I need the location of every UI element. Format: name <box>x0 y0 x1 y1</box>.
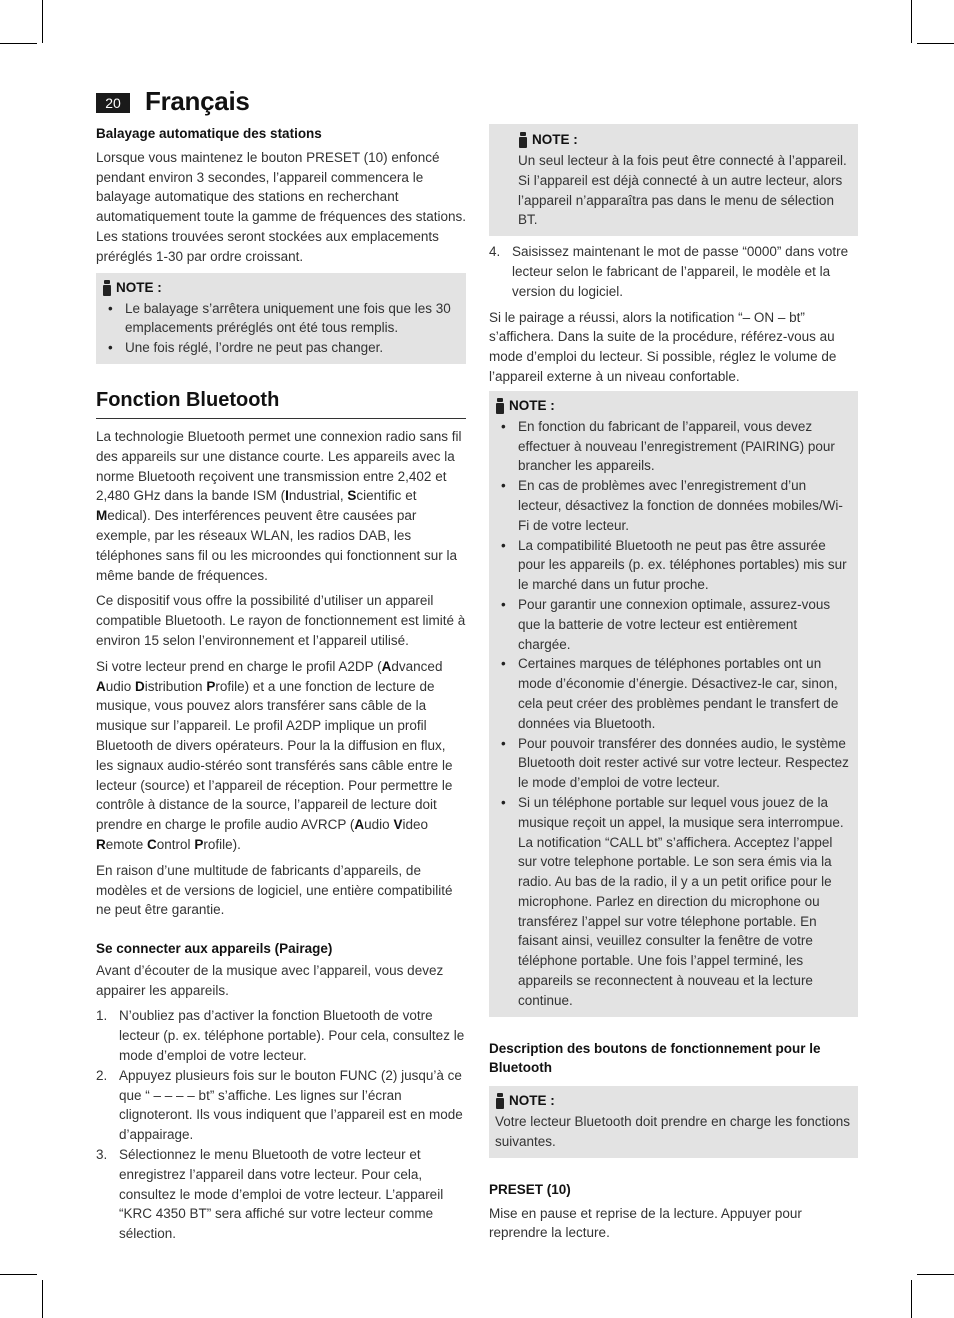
list-item: • Pour garantir une connexion optimale, assurez-vous que la batterie de votre lecteur est entièrement chargée. <box>495 595 852 654</box>
crop-mark <box>0 43 37 44</box>
list-item: • Une fois réglé, l’ordre ne peut pas changer. <box>102 338 460 358</box>
scan-title: Balayage automatique des stations <box>96 126 322 141</box>
list-item: • Pour pouvoir transférer des données audio, le système Bluetooth doit rester activé sur votre lecteur. Respectez le mode d’emploi de votre lecteur. <box>495 734 852 793</box>
preset-title: PRESET (10) <box>489 1181 571 1197</box>
note-label: NOTE : <box>509 1093 555 1109</box>
note-list <box>102 299 460 358</box>
crop-mark <box>911 0 912 43</box>
bt-paragraph: En raison d’une multitude de fabricants d’appareils, de modèles et de versions de logiciel, une entière compatibilité ne peut être garantie. <box>96 862 453 918</box>
list-item: 4. Saisissez maintenant le mot de passe “0000” dans votre lecteur selon le fabricant de l’appareil, le modèle et la version du logiciel. <box>489 244 849 299</box>
note-label: NOTE : <box>509 397 555 413</box>
pairing-steps-cont <box>489 242 858 301</box>
note-label: NOTE : <box>116 279 162 295</box>
list-item: • La compatibilité Bluetooth ne peut pas être assurée pour les appareils (p. ex. téléphones portables) mis sur le marché dans un futur proche. <box>495 536 852 595</box>
note-box <box>96 273 466 364</box>
crop-mark <box>0 1274 37 1275</box>
left-column <box>96 124 466 1244</box>
note-header <box>495 1092 852 1110</box>
pairing-steps <box>96 1006 466 1244</box>
list-item: 3. Sélectionnez le menu Bluetooth de votre lecteur et enregistrez l’appareil dans votre lecteur. Pour cela, consultez le mode d’emploi de votre lecteur. L’appareil “KRC 4350 BT” sera affiché sur votre lecteur comme sélection. <box>96 1147 444 1242</box>
bt-paragraph: Si votre lecteur prend en charge le profil A2DP (Advanced Audio Distribution Profile) et a une fonction de lecture de musique, vous pouvez alors transférer sans câble de la musique sur l’appareil. Le profil A2DP implique un profil Bluetooth de divers opérateurs. Pour la la diffusion en flux, les signaux audio-stéréo sont transférés sans câble entre le lecteur (source) et l’appareil de réception. Pour permettre le contrôle à distance de la source, l’appareil de lecture doit prendre en charge le profile audio AVRCP (Audio Video Remote Control Profile). <box>96 658 453 852</box>
list-item: • Le balayage s’arrêtera uniquement une fois que les 30 emplacements préréglés ont été tous remplis. <box>102 299 460 339</box>
list-item: • En fonction du fabricant de l’appareil, vous devez effectuer à nouveau l’enregistrement (PAIRING) pour brancher les appareils. <box>495 417 852 476</box>
crop-mark <box>917 43 954 44</box>
page-number: 20 <box>96 93 130 113</box>
pairing-title: Se connecter aux appareils (Pairage) <box>96 941 333 957</box>
section-heading: Fonction Bluetooth <box>96 388 466 419</box>
note-box <box>489 391 858 1017</box>
pairing-intro: Avant d’écouter de la musique avec l’appareil, vous devez appairer les appareils. <box>96 962 444 998</box>
list-item: 1. N’oubliez pas d’activer la fonction Bluetooth de votre lecteur (p. ex. téléphone portable). Pour cela, consultez le mode d’emploi de votre lecteur. <box>96 1008 465 1064</box>
info-icon <box>102 280 112 296</box>
note-box <box>489 124 858 236</box>
note-header <box>102 279 460 297</box>
note-box <box>489 1086 858 1158</box>
info-icon <box>518 132 528 148</box>
scan-text: Lorsque vous maintenez le bouton PRESET (10) enfoncé pendant environ 3 secondes, l’appareil commencera le balayage automatique des stations en recherchant automatiquement toute la gamme de fréquences des stations. Les stations trouvées seront stockées aux emplacements préréglés 1-30 par ordre croissant. <box>96 149 466 264</box>
bt-paragraph: Ce dispositif vous offre la possibilité d’utiliser un appareil compatible Bluetooth. Le rayon de fonctionnement est limité à environ 15 selon l’environnement et l’appareil utilisé. <box>96 593 466 648</box>
success-text: Si le pairage a réussi, alors la notification “– ON – bt” s’affichera. Dans la suite de la procédure, référez-vous au mode d’emploi du lecteur. Si possible, réglez le volume de l’appareil externe à un niveau confortable. <box>489 309 837 384</box>
buttons-title: Description des boutons de fonctionnement pour le Bluetooth <box>489 1040 821 1076</box>
note-list <box>495 417 852 1011</box>
bt-paragraph: La technologie Bluetooth permet une connexion radio sans fil des appareils sur une distance courte. Les appareils avec la norme Bluetooth reçoivent une transmission entre 2,402 et 2,480 GHz dans la bande ISM (Industrial, Scientific et Medical). Des interférences peuvent être causées par exemple, par les réseaux WLAN, les radios DAB, les téléphones sans fil ou les microondes qui fonctionnent sur la même bande de fréquences. <box>96 428 462 583</box>
right-column <box>489 124 858 1243</box>
info-icon <box>495 398 505 414</box>
crop-mark <box>917 1274 954 1275</box>
list-item: • Si un téléphone portable sur lequel vous jouez de la musique reçoit un appel, la musique sera interrompue. La notification “CALL bt” s’affichera. Acceptez l’appel sur votre telephone portable. Le son sera émis via la radio. Au bas de la radio, il y a un petit orifice pour le microphone. Parlez en direction du microphone ou transférez l’appel sur votre télephone portable. En faisant ainsi, veuillez consulter la fenêtre de votre téléphone portable. Une fois l’appel terminé, les appareils se reconnectent à nouveau et la lecture continue. <box>495 793 852 1011</box>
note-label: NOTE : <box>532 132 578 147</box>
note-header <box>518 131 852 149</box>
list-item: 2. Appuyez plusieurs fois sur le bouton FUNC (2) jusqu’à ce que “ – – – – bt” s’affiche. Les lignes sur l’écran clignoteront. Ils vous indiquent que l’appareil est en mode d’appairage. <box>96 1067 463 1143</box>
page-title: Français <box>145 86 250 116</box>
note-text: Un seul lecteur à la fois peut être connecté à l’appareil. Si l’appareil est déjà connecté à un autre lecteur, alors l’appareil n’apparaîtra pas dans le menu de sélection BT. <box>518 153 847 228</box>
preset-text: Mise en pause et reprise de la lecture. Appuyer pour reprendre la lecture. <box>489 1205 802 1241</box>
crop-mark <box>42 0 43 43</box>
note-header <box>495 397 852 415</box>
crop-mark <box>42 1280 43 1318</box>
info-icon <box>495 1093 505 1109</box>
list-item: • Certaines marques de téléphones portables ont un mode d’économie d’énergie. Désactivez-le car, sinon, cela peut créer des problèmes pendant le transfert de données via Bluetooth. <box>495 654 852 733</box>
crop-mark <box>911 1280 912 1318</box>
note-text: Votre lecteur Bluetooth doit prendre en charge les fonctions suivantes. <box>495 1114 850 1150</box>
list-item: • En cas de problèmes avec l’enregistrement d’un lecteur, désactivez la fonction de données mobiles/Wi-Fi de votre lecteur. <box>495 476 852 535</box>
